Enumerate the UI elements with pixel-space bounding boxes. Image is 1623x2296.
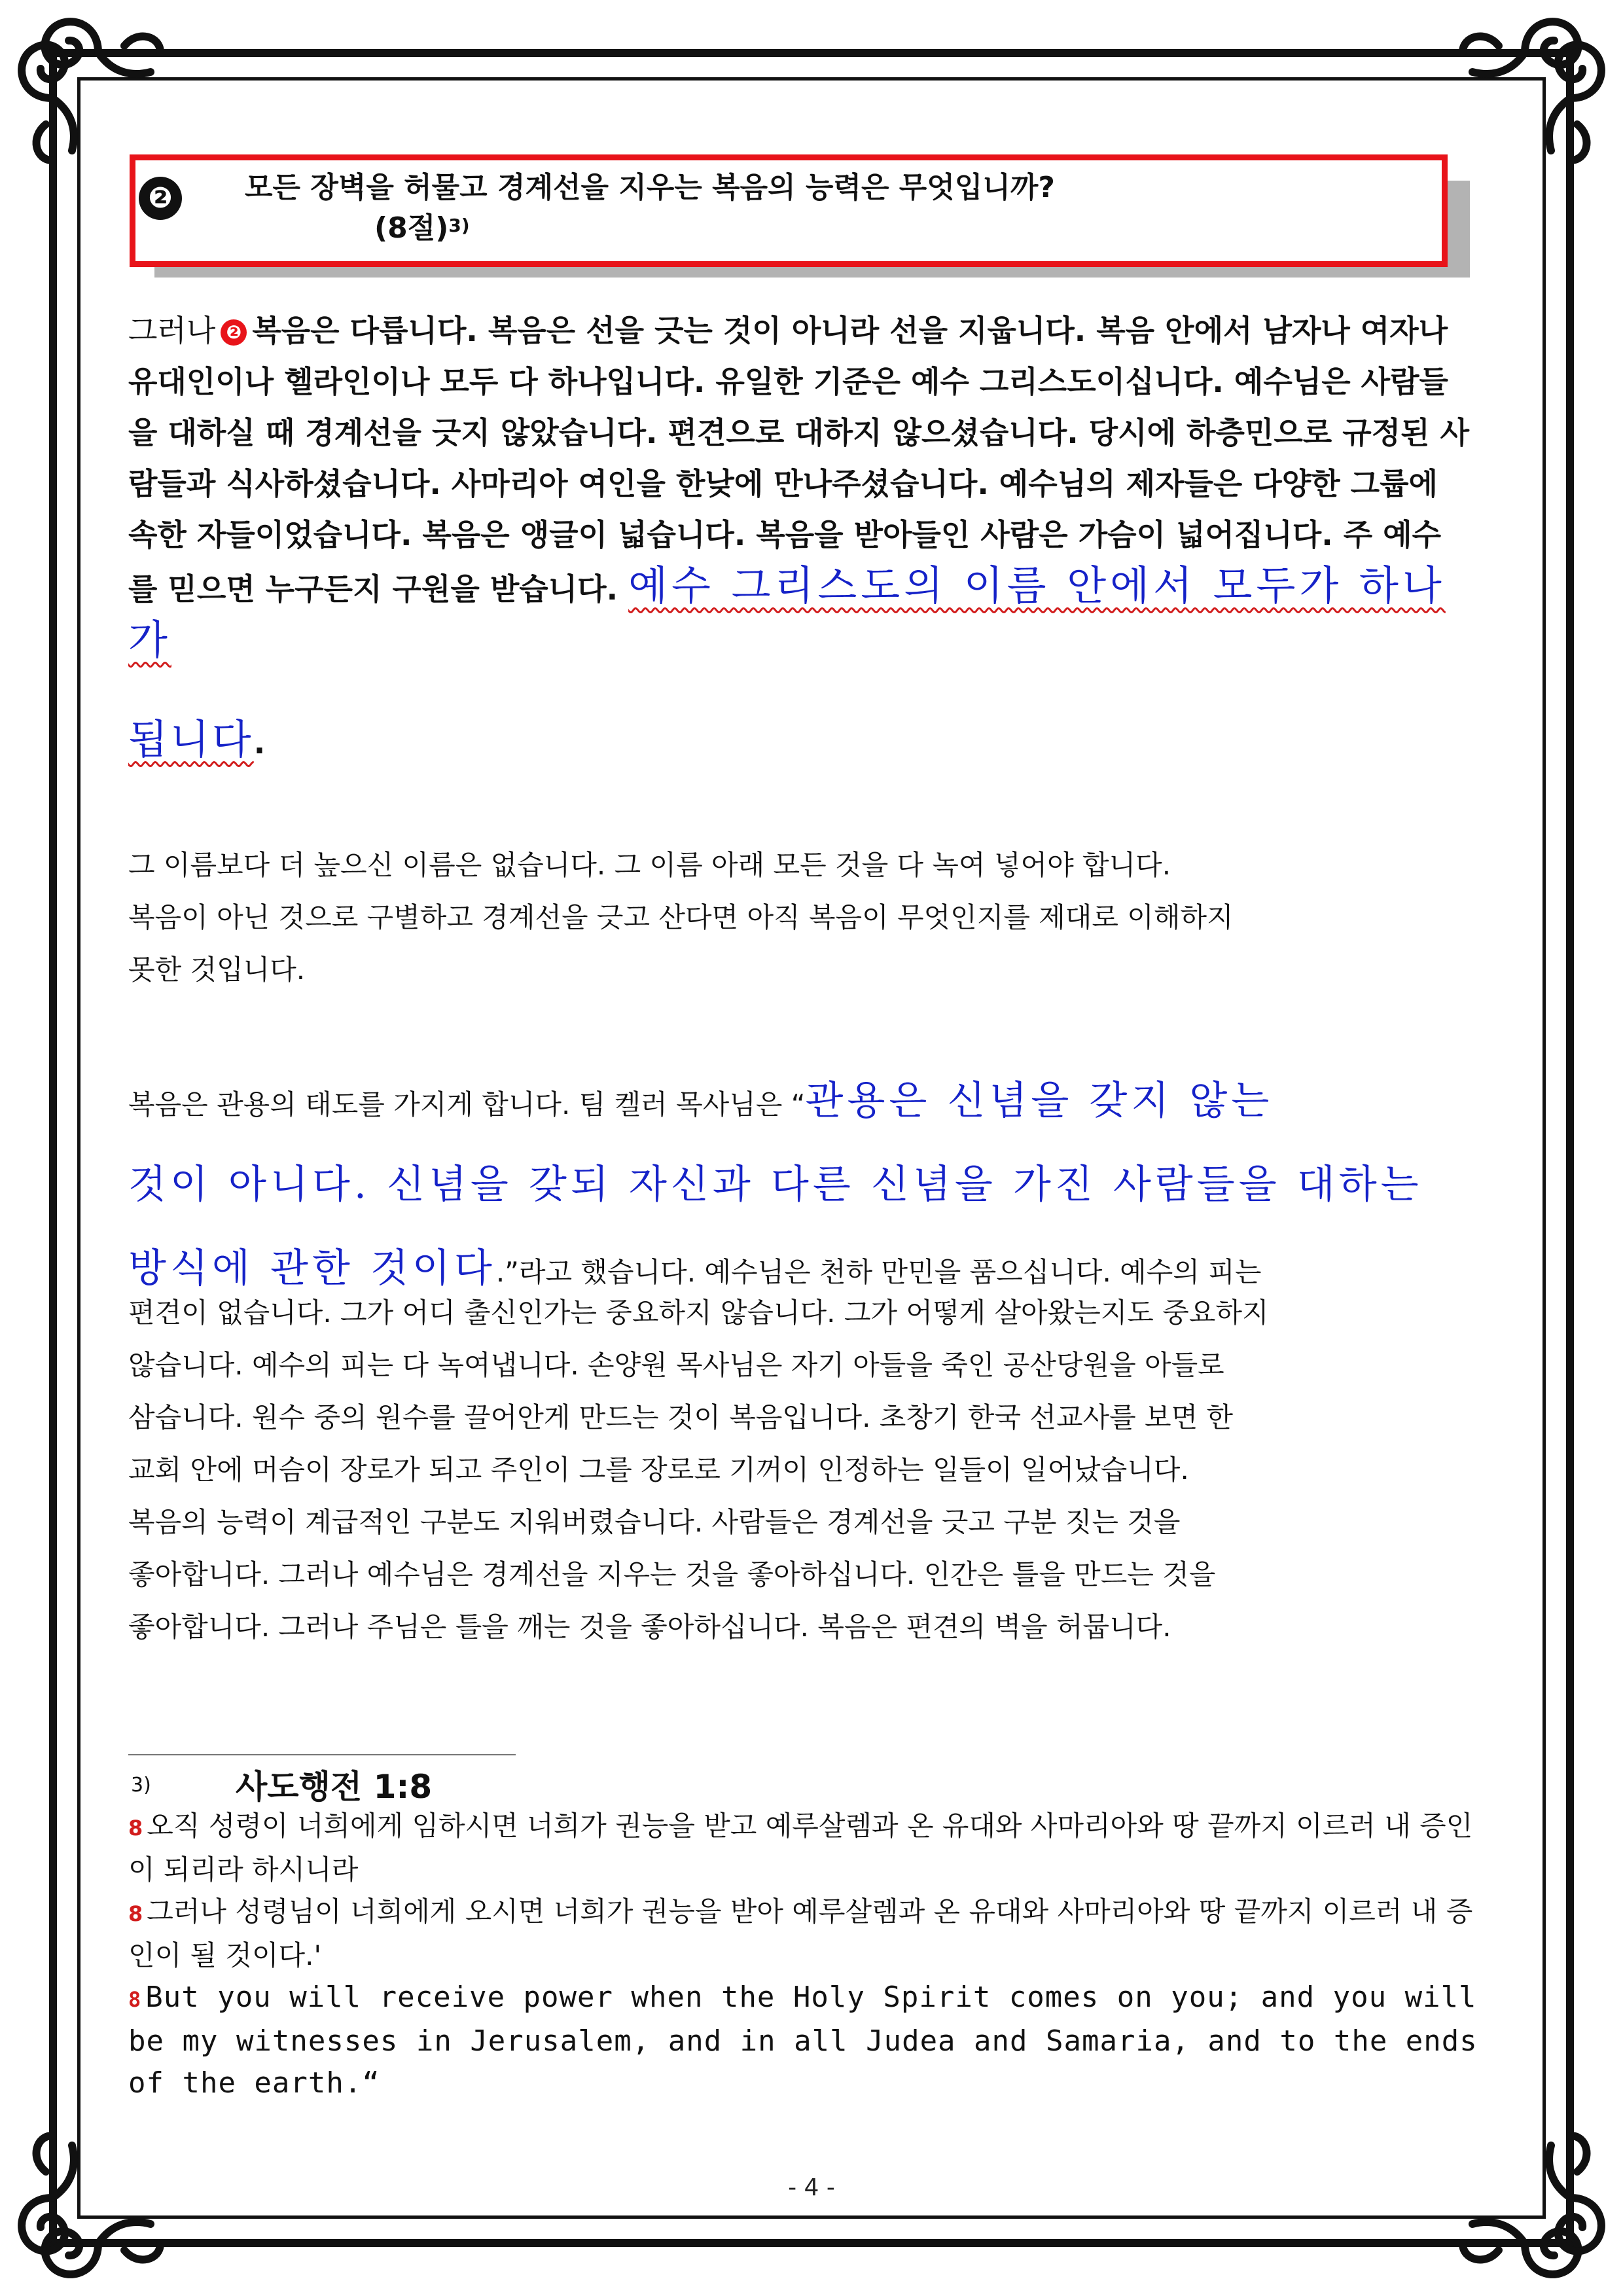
verse-text: But you will receive power when the Holy Spirit comes on you; and you will be my witnesses in Jerusalem, and in all Judea and Samaria, and to the ends of the earth.“ (128, 1981, 1478, 2100)
footnote-title: 사도행전 1:8 (236, 1768, 433, 1806)
verse-number: 8 (128, 1987, 142, 2012)
answer-bold-text: 복음은 다릅니다. 복음은 선을 긋는 것이 아니라 선을 지웁니다. 복음 안에서 남자나 여자나 유대인이나 헬라인이나 모두 다 하나입니다. 유일한 기준은 예수 그리스도이십니다. 예수님은 사람들을 대하실 때 경계선을 긋지 않았습니다. 편견으로 대하지 않으셨습니다. 당시에 하층민으로 규정된 사람들과 식사하셨습니다. 사마리아 여인을 한낮에 만나주셨습니다. 예수님의 제자들은 다양한 그룹에 속한 자들이었습니다. 복음은 앵글이 넓습니다. 복음을 받아들인 사람은 가슴이 넓어집니다. 주 예수를 믿으면 누구든지 구원을 받습니다. (128, 313, 1470, 607)
handwritten-emphasis-continuation (128, 707, 268, 765)
answer-lead-word: 그러나 (128, 313, 216, 348)
paragraph-tolerance-quote (128, 1059, 1476, 1310)
footnote-verse (128, 1977, 1489, 2104)
footnote-verse (128, 1805, 1489, 1891)
paragraph-blood-of-jesus (128, 1287, 1476, 1653)
paragraph-line: 편견이 없습니다. 그가 어디 출신인가는 중요하지 않습니다. 그가 어떻게 살아왔는지도 중요하지 (128, 1297, 1269, 1329)
corner-ornament-top-right (1420, 0, 1623, 203)
quote-after: .”라고 했습니다. 예수님은 천하 만민을 품으십니다. 예수의 피는 (495, 1256, 1262, 1288)
footnote-verse (128, 1891, 1489, 1977)
handwritten-emphasis-2: 됩니다 (128, 715, 254, 763)
verse-number: 8 (128, 1901, 143, 1926)
handwritten-emphasis-1: 예수 그리스도의 이름 안에서 모두가 하나가 (128, 562, 1446, 664)
question-number: ❷ (148, 181, 173, 215)
footnote-separator (128, 1754, 516, 1755)
verse-text: 그러나 성령님이 너희에게 오시면 너희가 권능을 받아 예루살렘과 온 유대와 사마리아와 땅 끝까지 이르러 내 증인이 될 것이다.' (128, 1895, 1473, 1971)
answer-paragraph (128, 305, 1470, 669)
paragraph-line: 않습니다. 예수의 피는 다 녹여냅니다. 손양원 목사님은 자기 아들을 죽인 공산당원을 아들로 (128, 1349, 1224, 1381)
quote-intro: 복음은 관용의 태도를 가지게 합니다. 팀 켈러 목사님은 “ (128, 1088, 806, 1121)
answer-number-badge: ❷ (221, 319, 247, 346)
verse-text: 오직 성령이 너희에게 임하시면 너희가 권능을 받고 예루살렘과 온 유대와 사마리아와 땅 끝까지 이르러 내 증인이 되리라 하시니라 (128, 1810, 1473, 1886)
question-number-badge (139, 177, 182, 220)
paragraph-line: 교회 안에 머슴이 장로가 되고 주인이 그를 장로로 기꺼이 인정하는 일들이 일어났습니다. (128, 1454, 1189, 1486)
paragraph-line: 좋아합니다. 그러나 주님은 틀을 깨는 것을 좋아하십니다. 복음은 편견의 벽을 허뭅니다. (128, 1611, 1171, 1643)
sentence-end-period: . (253, 725, 268, 761)
question-text-block (245, 168, 1423, 249)
paragraph-line: 삼습니다. 원수 중의 원수를 끌어안게 만드는 것이 복음입니다. 초창기 한국 선교사를 보면 한 (128, 1401, 1234, 1433)
paragraph-line: 못한 것입니다. (128, 954, 306, 986)
handwritten-quote-3: 방식에 관한 것이다 (128, 1246, 496, 1291)
footnote-body (128, 1805, 1489, 2104)
handwritten-quote-2: 것이 아니다. 신념을 갖되 자신과 다른 신념을 가진 사람들을 대하는 (128, 1162, 1423, 1208)
paragraph-name-above-all (128, 839, 1476, 996)
paragraph-line: 좋아합니다. 그러나 예수님은 경계선을 지우는 것을 좋아하십니다. 인간은 틀을 만드는 것을 (128, 1558, 1216, 1590)
question-text: 모든 장벽을 허물고 경계선을 지우는 복음의 능력은 무엇입니까? (245, 171, 1055, 204)
paragraph-line: 그 이름보다 더 높으신 이름은 없습니다. 그 이름 아래 모든 것을 다 녹여 넣어야 합니다. (128, 849, 1171, 881)
paragraph-line: 복음이 아닌 것으로 구별하고 경계선을 긋고 산다면 아직 복음이 무엇인지를 제대로 이해하지 (128, 901, 1234, 933)
footnote-mark: 3) (131, 1774, 151, 1797)
footnote-ref-3[interactable]: 3) (448, 215, 470, 236)
paragraph-line: 복음의 능력이 계급적인 구분도 지워버렸습니다. 사람들은 경계선을 긋고 구분 짓는 것을 (128, 1506, 1181, 1538)
question-reference: (8절) (374, 211, 449, 245)
verse-number: 8 (128, 1816, 143, 1840)
handwritten-quote-1: 관용은 신념을 갖지 않는 (805, 1078, 1274, 1124)
page-number: - 4 - (788, 2174, 835, 2201)
